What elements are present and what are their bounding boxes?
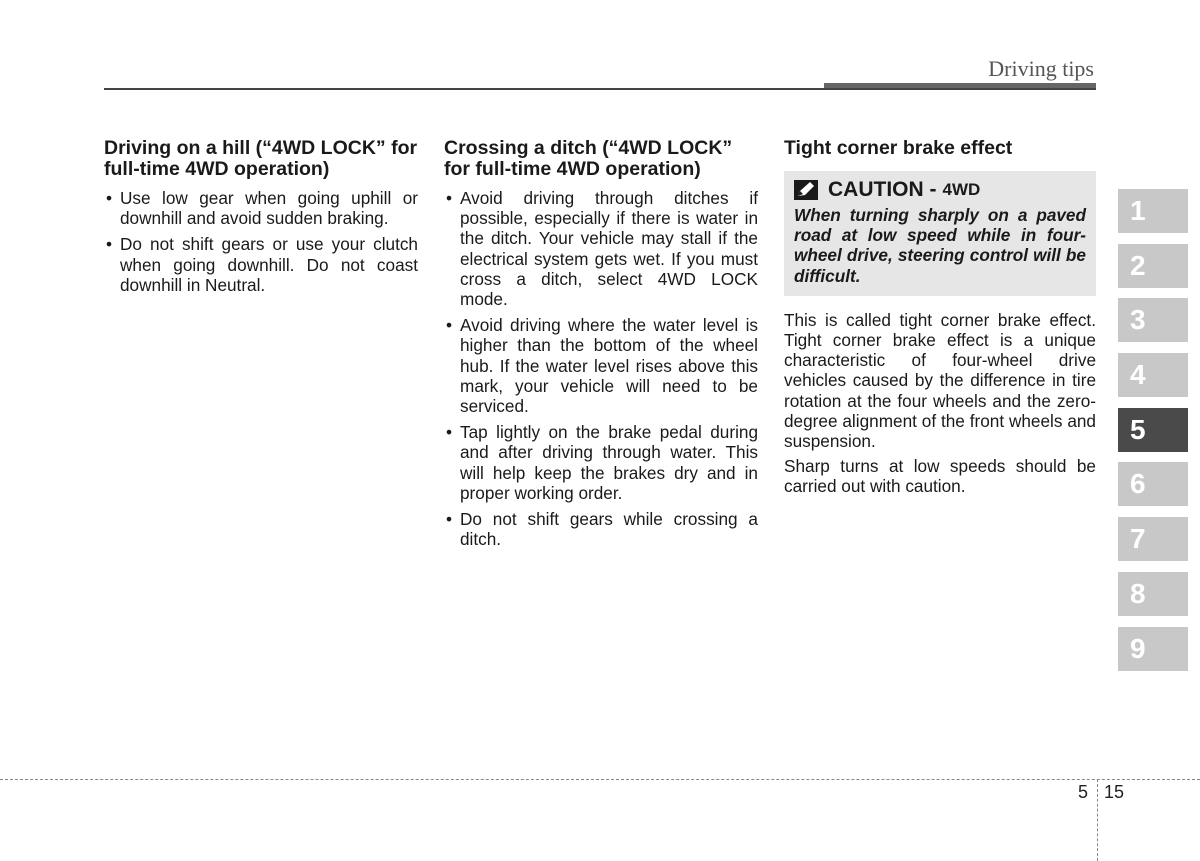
list-item: • Avoid driving through ditches if possible, especially if there is water in the ditch. Your vehicle may stall if the electrical system gets wet. If you must cross a ditch, select 4WD LOCK mode. bbox=[444, 188, 758, 309]
chapter-tab-4[interactable]: 4 bbox=[1118, 353, 1188, 397]
footer-page-number: 15 bbox=[1104, 782, 1125, 802]
chapter-tab-6[interactable]: 6 bbox=[1118, 462, 1188, 506]
list-item: • Do not shift gears while crossing a ditch. bbox=[444, 509, 758, 549]
column-tight-corner bbox=[784, 138, 1096, 497]
chapter-tab-3[interactable]: 3 bbox=[1118, 298, 1188, 342]
chapter-tab-8[interactable]: 8 bbox=[1118, 572, 1188, 616]
section-heading-ditch: Crossing a ditch (“4WD LOCK” for full-time 4WD operation) bbox=[444, 137, 733, 180]
caution-title: CAUTION - bbox=[828, 178, 937, 201]
column-hill-driving bbox=[104, 138, 418, 301]
list-item: • Avoid driving where the water level is higher than the bottom of the wheel hub. If the water level rises above this mark, your vehicle will need to be serviced. bbox=[444, 315, 758, 416]
header-rule bbox=[104, 88, 1096, 90]
running-header-title: Driving tips bbox=[988, 56, 1094, 81]
list-item: • Use low gear when going uphill or downhill and avoid sudden braking. bbox=[104, 188, 418, 228]
list-item: • Tap lightly on the brake pedal during and after driving through water. This will help keep the brakes dry and in proper working order. bbox=[444, 422, 758, 503]
column-ditch-crossing bbox=[444, 138, 758, 555]
section-heading-hill: Driving on a hill (“4WD LOCK” for full-time 4WD operation) bbox=[104, 137, 418, 180]
chapter-tab-7[interactable]: 7 bbox=[1118, 517, 1188, 561]
bullet-list-hill bbox=[104, 188, 418, 295]
chapter-tab-1[interactable]: 1 bbox=[1118, 189, 1188, 233]
body-paragraph: This is called tight corner brake effect. Tight corner brake effect is a unique characteristic of four-wheel drive vehicles caused by the difference in tire rotation at the four wheels and the zero-degree alignment of the front wheels and suspension. bbox=[784, 309, 1096, 452]
section-heading-tight-corner: Tight corner brake effect bbox=[784, 137, 1013, 159]
caution-subtitle: 4WD bbox=[942, 180, 981, 199]
body-paragraph: Sharp turns at low speeds should be carried out with caution. bbox=[784, 456, 1096, 497]
caution-pencil-icon bbox=[794, 180, 818, 200]
footer-vertical-divider bbox=[1097, 779, 1098, 861]
list-item: • Do not shift gears or use your clutch when going downhill. Do not coast downhill in Neutral. bbox=[104, 234, 418, 295]
footer-dashed-rule bbox=[0, 779, 1200, 780]
chapter-tab-2[interactable]: 2 bbox=[1118, 244, 1188, 288]
caution-box bbox=[784, 171, 1096, 296]
caution-text: When turning sharply on a paved road at low speed while in four-wheel drive, steering control will be difficult. bbox=[794, 205, 1086, 286]
caution-header bbox=[794, 177, 1086, 203]
chapter-tabs bbox=[1118, 189, 1188, 681]
footer-chapter-number: 5 bbox=[1078, 782, 1089, 802]
bullet-list-ditch bbox=[444, 188, 758, 549]
chapter-tab-9[interactable]: 9 bbox=[1118, 627, 1188, 671]
chapter-tab-5[interactable]: 5 bbox=[1118, 408, 1188, 452]
